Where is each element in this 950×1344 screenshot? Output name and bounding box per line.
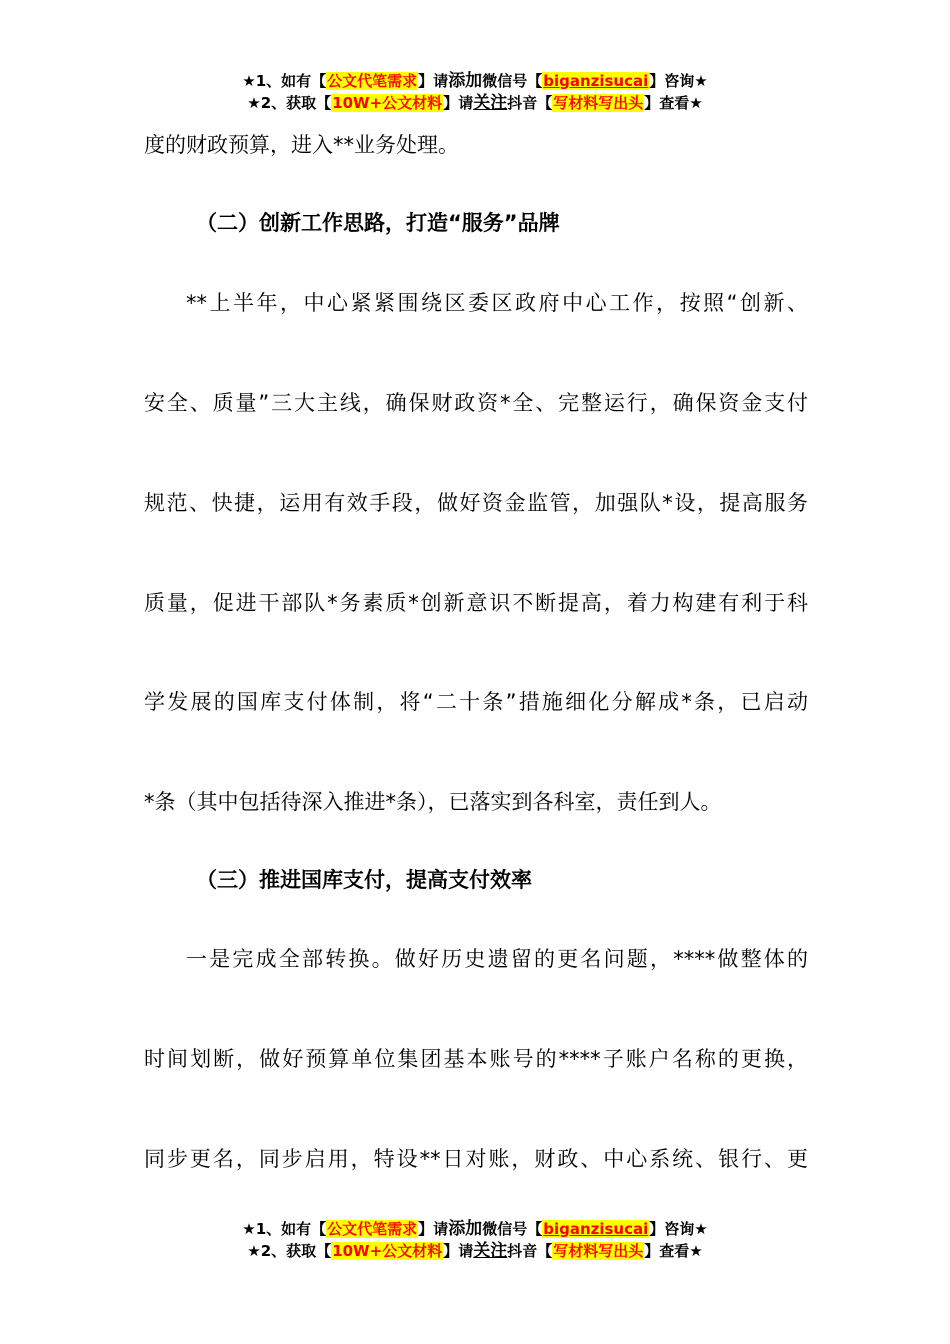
banner-line-2 xyxy=(0,1240,950,1262)
banner-emphasis: 关注 xyxy=(473,93,508,113)
banner-emphasis: 添加 xyxy=(448,71,483,91)
section-heading: （二）创新工作思路，打造“服务”品牌 xyxy=(196,211,560,235)
footer-banner xyxy=(0,1218,950,1262)
header-banner xyxy=(0,70,950,114)
banner-text: 】请 xyxy=(418,1220,449,1238)
highlight-materials: 10W+公文材料 xyxy=(332,1242,443,1260)
banner-emphasis: 添加 xyxy=(448,1219,483,1239)
douyin-account: 写材料写出头 xyxy=(553,1242,644,1260)
banner-line-1 xyxy=(0,70,950,92)
banner-text: ★2、获取【 xyxy=(247,94,332,112)
banner-line-2 xyxy=(0,92,950,114)
paragraph-line: 时间划断，做好预算单位集团基本账号的****子账户名称的更换， xyxy=(144,1047,808,1071)
wechat-id: biganzisucai xyxy=(543,72,649,90)
wechat-id: biganzisucai xyxy=(543,1220,649,1238)
paragraph-line: 规范、快捷，运用有效手段，做好资金监管，加强队*设，提高服务 xyxy=(144,491,808,515)
banner-text: 】请 xyxy=(418,72,449,90)
paragraph-line: *条（其中包括待深入推进*条），已落实到各科室，责任到人。 xyxy=(144,790,722,814)
banner-text: 】查看★ xyxy=(644,1242,703,1260)
paragraph-line: 学发展的国库支付体制，将“二十条”措施细化分解成*条，已启动 xyxy=(144,690,808,714)
paragraph-line: 度的财政预算，进入**业务处理。 xyxy=(144,133,459,157)
highlight-service: 公文代笔需求 xyxy=(327,72,418,90)
section-heading: （三）推进国库支付，提高支付效率 xyxy=(196,868,532,892)
banner-text: 抖音【 xyxy=(507,94,553,112)
banner-text: ★2、获取【 xyxy=(247,1242,332,1260)
banner-emphasis: 关注 xyxy=(473,1241,508,1261)
paragraph-line: 安全、质量”三大主线，确保财政资*全、完整运行，确保资金支付 xyxy=(144,391,808,415)
banner-text: 】请 xyxy=(443,94,474,112)
paragraph-line: 质量，促进干部队*务素质*创新意识不断提高，着力构建有利于科 xyxy=(144,591,808,615)
banner-text: 】咨询★ xyxy=(649,72,708,90)
banner-text: 微信号【 xyxy=(482,72,543,90)
paragraph-line: **上半年，中心紧紧围绕区委区政府中心工作，按照“创新、 xyxy=(186,291,808,315)
banner-text: 抖音【 xyxy=(507,1242,553,1260)
highlight-materials: 10W+公文材料 xyxy=(332,94,443,112)
paragraph-line: 一是完成全部转换。做好历史遗留的更名问题，****做整体的 xyxy=(186,947,808,971)
highlight-service: 公文代笔需求 xyxy=(327,1220,418,1238)
banner-line-1 xyxy=(0,1218,950,1240)
paragraph-line: 同步更名，同步启用，特设**日对账，财政、中心系统、银行、更 xyxy=(144,1147,808,1171)
banner-text: 】请 xyxy=(443,1242,474,1260)
banner-text: 】咨询★ xyxy=(649,1220,708,1238)
banner-text: 】查看★ xyxy=(644,94,703,112)
banner-text: ★1、如有【 xyxy=(242,72,327,90)
banner-text: ★1、如有【 xyxy=(242,1220,327,1238)
banner-text: 微信号【 xyxy=(482,1220,543,1238)
douyin-account: 写材料写出头 xyxy=(553,94,644,112)
